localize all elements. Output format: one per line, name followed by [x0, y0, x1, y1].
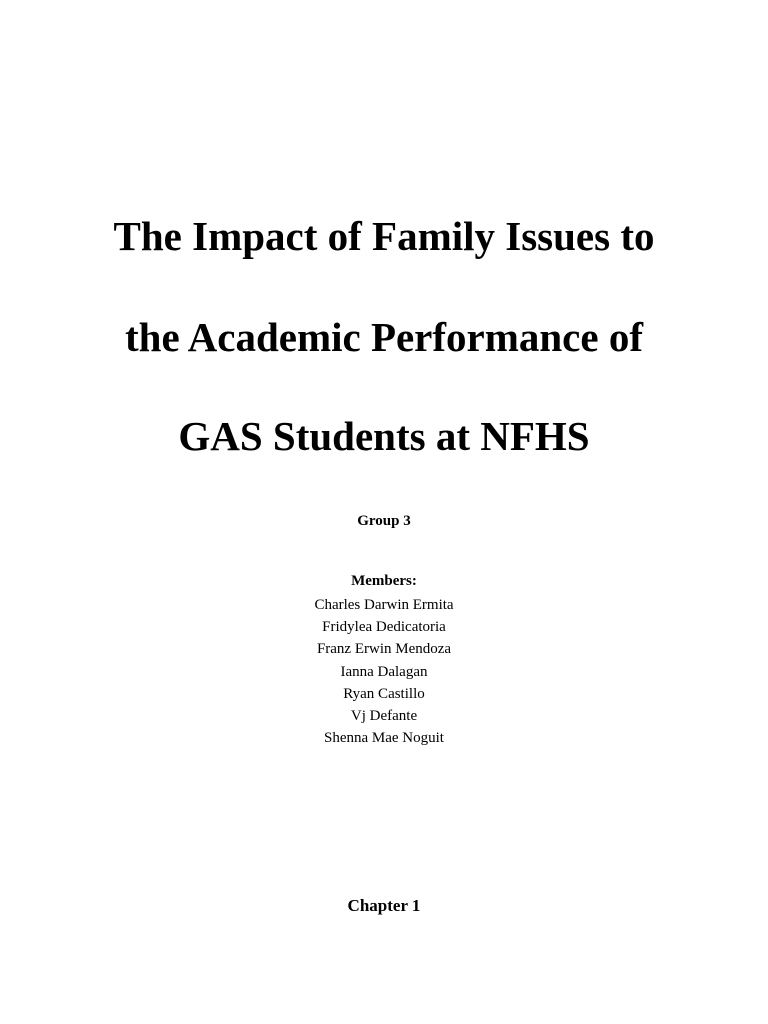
member-name: Franz Erwin Mendoza — [316, 641, 452, 658]
member-name: Ryan Castillo — [343, 685, 425, 702]
title-line-3: GAS Students at NFHS — [178, 413, 590, 459]
chapter-heading: Chapter 1 — [347, 896, 421, 915]
group-label: Group 3 — [357, 513, 411, 529]
member-name: Vj Defante — [350, 708, 418, 725]
members-list — [0, 594, 768, 749]
title-line-2: the Academic Performance of — [125, 314, 643, 360]
members-heading: Members: — [351, 573, 417, 589]
member-name: Ianna Dalagan — [340, 663, 428, 680]
member-name: Charles Darwin Ermita — [314, 597, 454, 613]
member-name: Shenna Mae Noguit — [324, 730, 444, 747]
title-line-1: The Impact of Family Issues to — [113, 213, 655, 259]
member-name: Fridylea Dedicatoria — [322, 619, 446, 636]
